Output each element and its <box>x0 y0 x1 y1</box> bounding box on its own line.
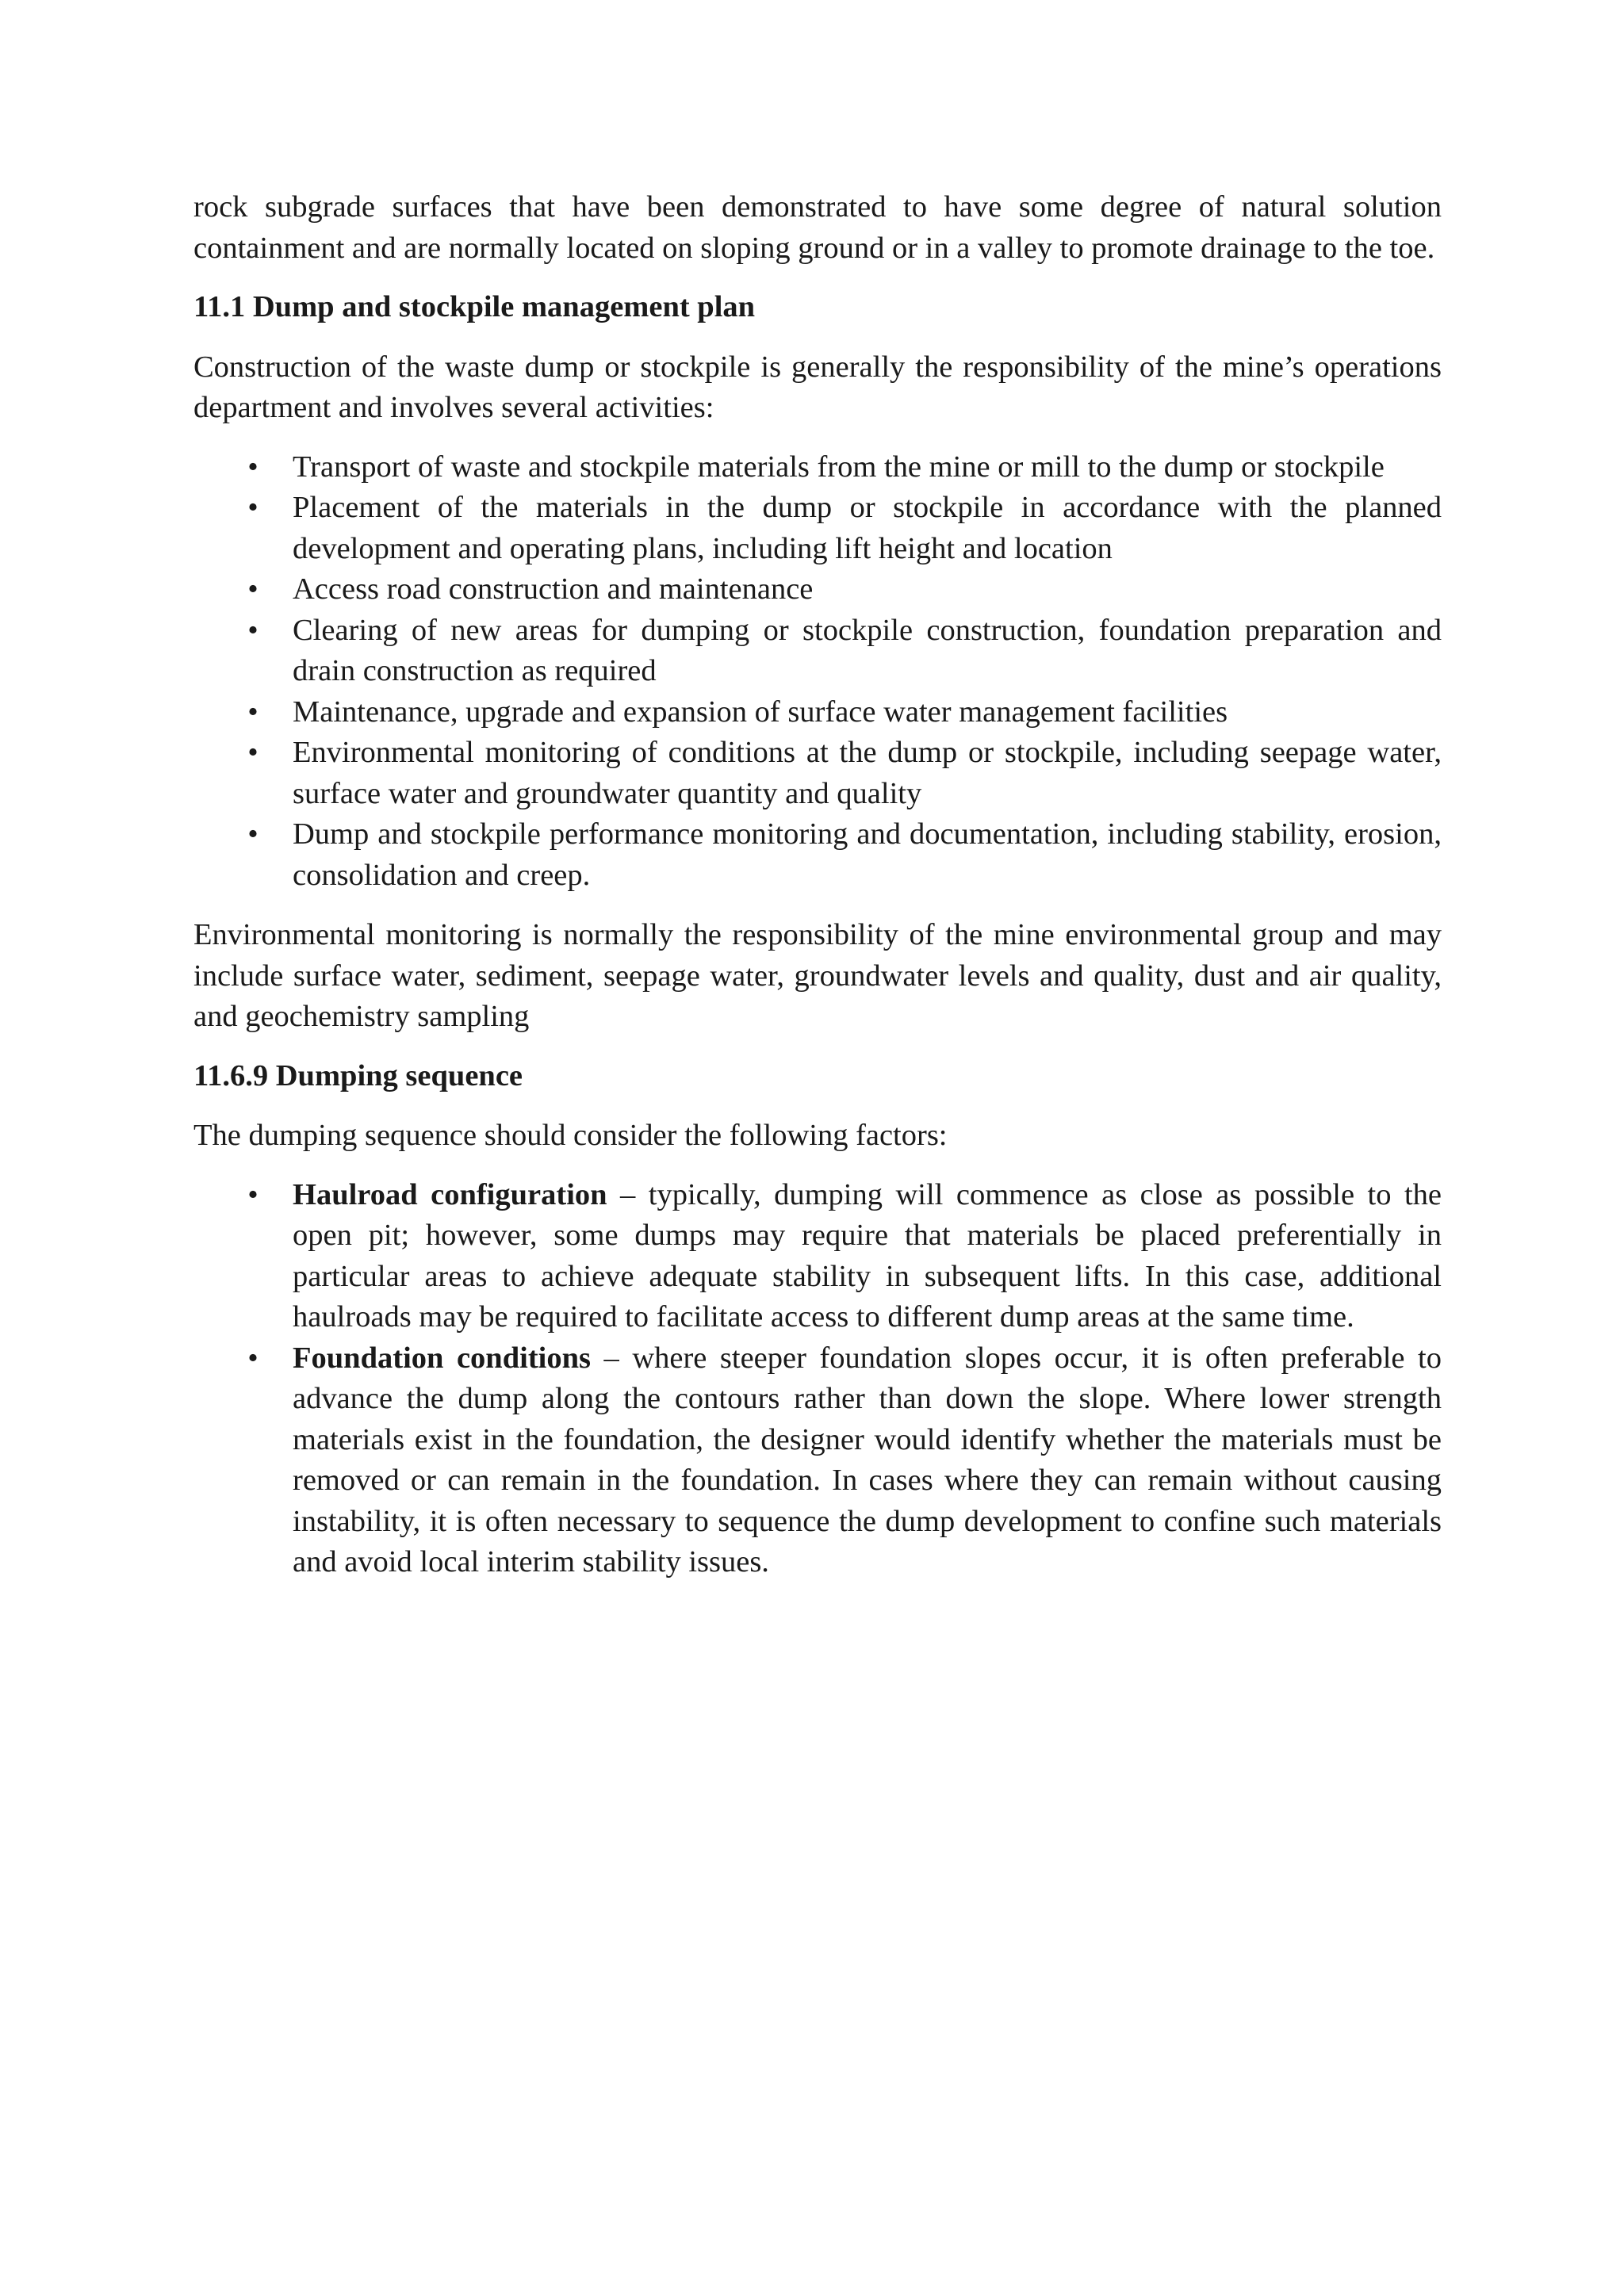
section-2-paragraph: The dumping sequence should consider the following factors: <box>193 1119 948 1152</box>
list-item-text: Transport of waste and stockpile materials from the mine or mill to the dump or stockpile <box>293 450 1385 484</box>
bullet-icon: • <box>247 572 259 606</box>
list-item-text: Clearing of new areas for dumping or stockpile construction, foundation preparation and drain construction as required <box>293 613 1442 687</box>
bullet-icon: • <box>247 817 259 851</box>
list-item <box>247 447 1442 488</box>
activities-list <box>193 447 1442 897</box>
bullet-icon: • <box>247 491 259 524</box>
section-heading-dumping-sequence: 11.6.9 Dumping sequence <box>193 1058 523 1093</box>
factor-description: – where steeper foundation slopes occur, it is often preferable to advance the dump along the contours rather than down the slope. Where lower strength materials exist in the foundation, the designer would identify whether the materials must be removed or can remain in the foundation. In cases where they can remain without causing instability, it is often necessary to sequence the dump development to confine such materials and avoid local interim stability issues. <box>293 1341 1442 1578</box>
list-item-text: Maintenance, upgrade and expansion of surface water management facilities <box>293 695 1228 729</box>
factor-description: – typically, dumping will commence as close as possible to the open pit; however, some dumps may require that materials be placed preferentially in particular areas to achieve adequate stability in subsequent lifts. In this case, additional haulroads may be required to facilitate access to different dump areas at the same time. <box>293 1177 1442 1334</box>
intro-paragraph: rock subgrade surfaces that have been demonstrated to have some degree of natural solution containment and are normally located on sloping ground or in a valley to promote drainage to the toe. <box>193 190 1442 265</box>
bullet-icon: • <box>247 736 259 769</box>
list-item <box>247 610 1442 692</box>
list-item <box>247 692 1442 733</box>
bullet-icon: • <box>247 613 259 647</box>
factors-list <box>193 1175 1442 1583</box>
list-item-text: Environmental monitoring of conditions at the dump or stockpile, including seepage water, surface water and groundwater quantity and quality <box>293 736 1442 810</box>
section-heading-dump-stockpile-plan: 11.1 Dump and stockpile management plan <box>193 290 756 323</box>
closing-paragraph: Environmental monitoring is normally the responsibility of the mine environmental group and may include surface water, sediment, seepage water, groundwater levels and quality, dust and air quality, and geochemistry sampling <box>193 918 1442 1033</box>
list-item-text: Placement of the materials in the dump or stockpile in accordance with the planned development and operating plans, including lift height and location <box>293 491 1442 565</box>
factor-term: Haulroad configuration <box>293 1177 607 1211</box>
list-item <box>247 569 1442 610</box>
list-item <box>247 1338 1442 1583</box>
bullet-icon: • <box>247 450 259 484</box>
list-item <box>247 733 1442 814</box>
list-item-text: Dump and stockpile performance monitoring and documentation, including stability, erosion, consolidation and creep. <box>293 817 1442 892</box>
list-item <box>247 814 1442 896</box>
list-item <box>247 1175 1442 1338</box>
list-item-text: Access road construction and maintenance <box>293 572 814 606</box>
factor-term: Foundation conditions <box>293 1341 591 1375</box>
bullet-icon: • <box>247 1341 259 1375</box>
bullet-icon: • <box>247 695 259 729</box>
bullet-icon: • <box>247 1177 259 1211</box>
list-item <box>247 488 1442 569</box>
section-1-paragraph: Construction of the waste dump or stockpile is generally the responsibility of the mine’s operations department and involves several activities: <box>193 350 1442 424</box>
